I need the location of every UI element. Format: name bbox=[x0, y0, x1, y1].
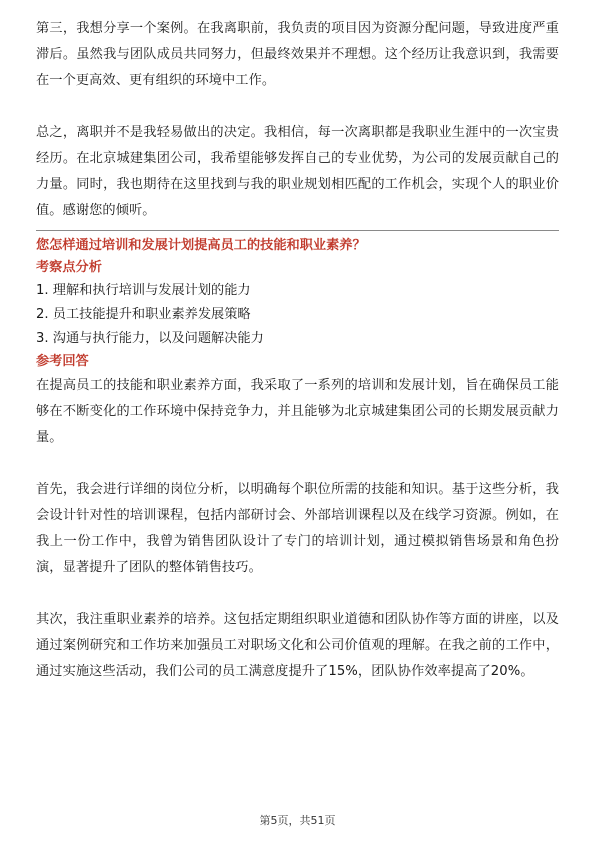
page-content bbox=[36, 16, 559, 685]
list-item: 3. 沟通与执行能力，以及问题解决能力 bbox=[36, 331, 264, 346]
analysis-label: 考察点分析 bbox=[36, 260, 102, 275]
body-paragraph: 第三，我想分享一个案例。在我离职前，我负责的项目因为资源分配问题，导致进度严重滞后。虽然我与团队成员共同努力，但最终效果并不理想。这个经历让我意识到，我需要在一个更高效、更有组织的环境中工作。 bbox=[36, 21, 559, 88]
answer-paragraph: 在提高员工的技能和职业素养方面，我采取了一系列的培训和发展计划，旨在确保员工能够在不断变化的工作环境中保持竞争力，并且能够为北京城建集团公司的长期发展贡献力量。 bbox=[36, 378, 559, 445]
section-divider bbox=[36, 230, 559, 231]
answer-paragraph: 首先，我会进行详细的岗位分析，以明确每个职位所需的技能和知识。基于这些分析，我会设计针对性的培训课程，包括内部研讨会、外部培训课程以及在线学习资源。例如，在我上一份工作中，我曾为销售团队设计了专门的培训计划，通过模拟销售场景和角色扮演，显著提升了团队的整体销售技巧。 bbox=[36, 482, 559, 575]
analysis-points bbox=[36, 279, 559, 351]
body-paragraph: 总之，离职并不是我轻易做出的决定。我相信，每一次离职都是我职业生涯中的一次宝贵经历。在北京城建集团公司，我希望能够发挥自己的专业优势，为公司的发展贡献自己的力量。同时，我也期待在这里找到与我的职业规划相匹配的工作机会，实现个人的职业价值。感谢您的倾听。 bbox=[36, 125, 559, 218]
page-number: 第5页，共51页 bbox=[259, 814, 336, 827]
list-item: 2. 员工技能提升和职业素养发展策略 bbox=[36, 307, 251, 322]
answer-label: 参考回答 bbox=[36, 354, 89, 369]
list-item: 1. 理解和执行培训与发展计划的能力 bbox=[36, 283, 251, 298]
question-heading: 您怎样通过培训和发展计划提高员工的技能和职业素养？ bbox=[36, 238, 366, 253]
answer-paragraph: 其次，我注重职业素养的培养。这包括定期组织职业道德和团队协作等方面的讲座，以及通过案例研究和工作坊来加强员工对职场文化和公司价值观的理解。在我之前的工作中，通过实施这些活动，我们公司的员工满意度提升了15%，团队协作效率提高了20%。 bbox=[36, 612, 559, 679]
